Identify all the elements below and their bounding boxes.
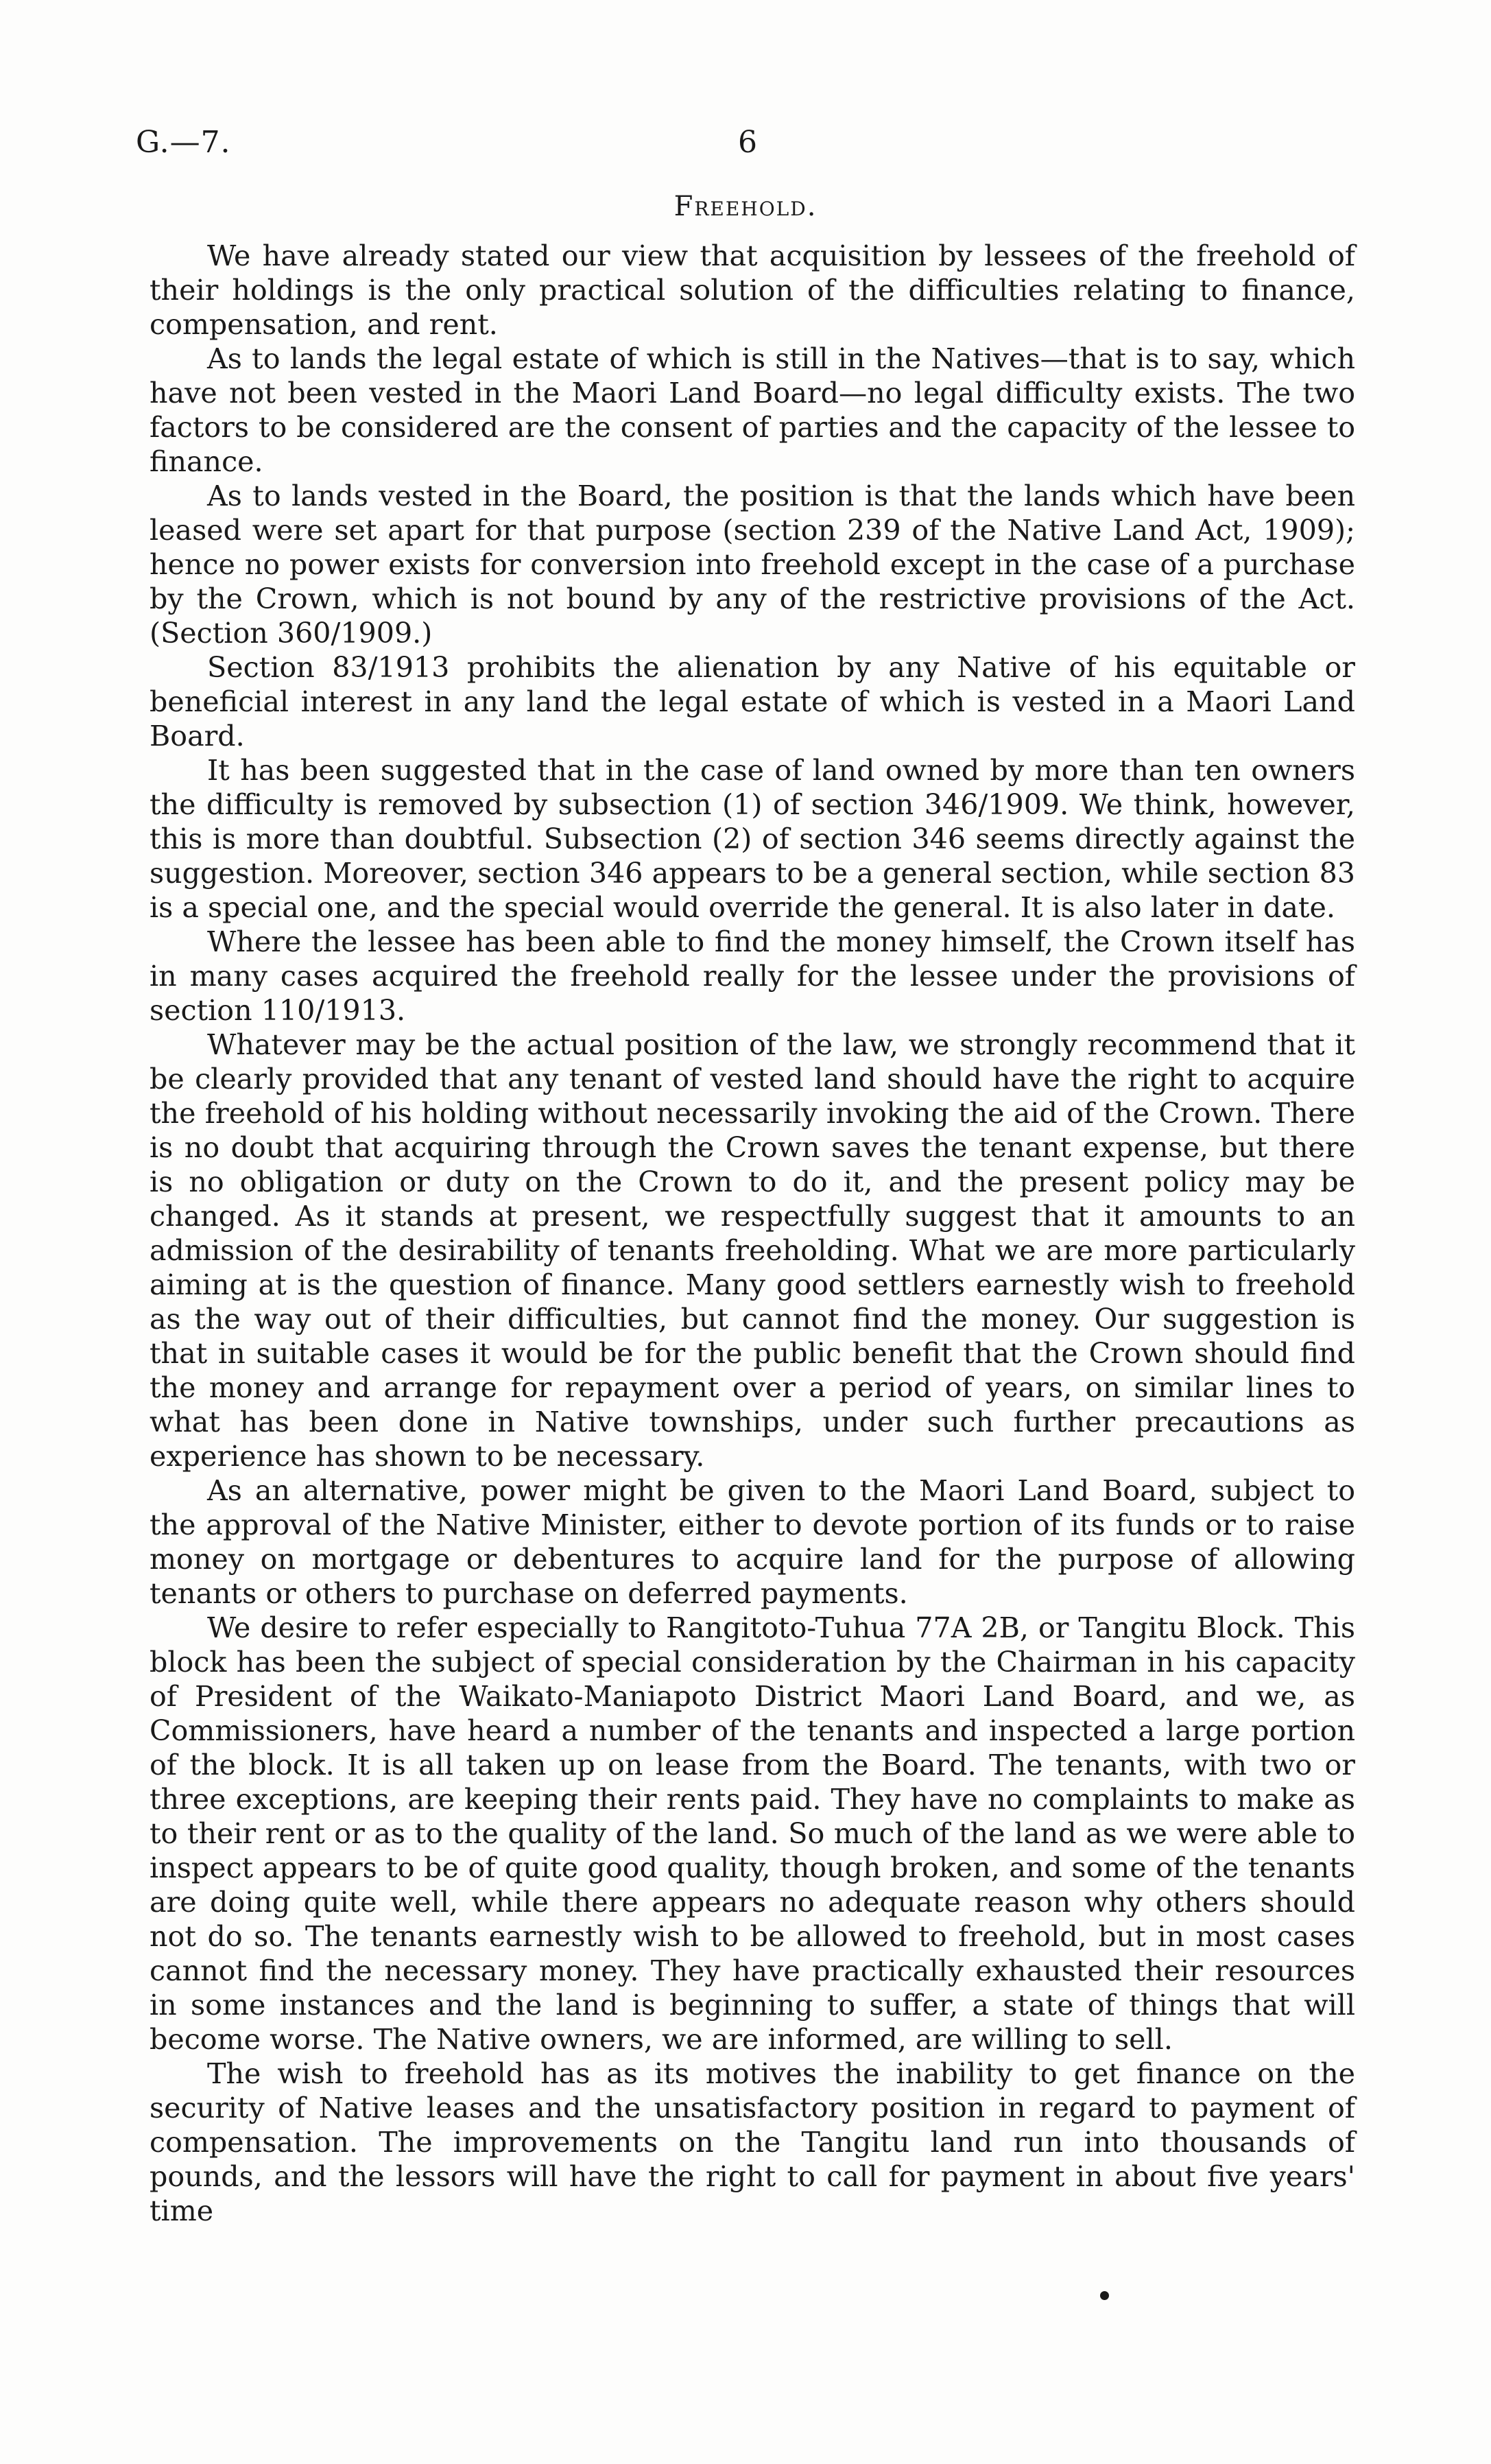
paragraph: We desire to refer especially to Rangitoto-Tuhua 77A 2B, or Tangitu Block. This block has been the subject of special consideration by the Chairman in his capacity of President of the Waikato-Maniapoto District Maori Land Board, and we, as Commissioners, have heard a number of the tenants and inspected a large portion of the block. It is all taken up on lease from the Board. The tenants, with two or three exceptions, are keeping their rents paid. They have no complaints to make as to their rent or as to the quality of the land. So much of the land as we were able to inspect appears to be of quite good quality, though broken, and some of the tenants are doing quite well, while there appears no adequate reason why others should not do so. The tenants earnestly wish to be allowed to freehold, but in most cases cannot find the necessary money. They have practically exhausted their resources in some instances and the land is beginning to suffer, a state of things that will become worse. The Native owners, we are informed, are willing to sell. (150, 1611, 1355, 2056)
paragraph: We have already stated our view that acquisition by lessees of the freehold of their holdings is the only practical solution of the difficulties relating to finance, compensation, and rent. (150, 239, 1355, 341)
paragraph: Section 83/1913 prohibits the alienation by any Native of his equitable or beneficial interest in any land the legal estate of which is vested in a Maori Land Board. (150, 651, 1355, 753)
paragraph: As to lands the legal estate of which is still in the Natives—that is to say, which have not been vested in the Maori Land Board—no legal difficulty exists. The two factors to be considered are the consent of parties and the capacity of the lessee to finance. (150, 342, 1355, 478)
body-text (150, 239, 1355, 2228)
page-number: 6 (738, 125, 757, 160)
paragraph: The wish to freehold has as its motives the inability to get finance on the security of Native leases and the unsatisfactory position in regard to payment of compensation. The improvements on the Tangitu land run into thousands of pounds, and the lessors will have the right to call for payment in about five years' time (150, 2057, 1355, 2227)
ink-dot-mark (1100, 2291, 1109, 2300)
paragraph: As an alternative, power might be given to the Maori Land Board, subject to the approval of the Native Minister, either to devote portion of its funds or to raise money on mortgage or debentures to acquire land for the purpose of allowing tenants or others to purchase on deferred payments. (150, 1474, 1355, 1610)
paragraph: Whatever may be the actual position of the law, we strongly recommend that it be clearly provided that any tenant of vested land should have the right to acquire the freehold of his holding without necessarily invoking the aid of the Crown. There is no doubt that acquiring through the Crown saves the tenant expense, but there is no obligation or duty on the Crown to do it, and the present policy may be changed. As it stands at present, we respectfully suggest that it amounts to an admission of the desirability of tenants freeholding. What we are more particularly aiming at is the question of finance. Many good settlers earnestly wish to freehold as the way out of their difficulties, but cannot find the money. Our suggestion is that in suitable cases it would be for the public benefit that the Crown should find the money and arrange for repayment over a period of years, on similar lines to what has been done in Native townships, under such further precautions as experience has shown to be necessary. (150, 1028, 1355, 1473)
document-reference: G.—7. (136, 125, 231, 160)
section-heading: Freehold. (673, 191, 818, 222)
paragraph: It has been suggested that in the case of land owned by more than ten owners the difficulty is removed by subsection (1) of section 346/1909. We think, however, this is more than doubtful. Subsection (2) of section 346 seems directly against the suggestion. Moreover, section 346 appears to be a general section, while section 83 is a special one, and the special would override the general. It is also later in date. (150, 754, 1355, 924)
paragraph: As to lands vested in the Board, the position is that the lands which have been leased were set apart for that purpose (section 239 of the Native Land Act, 1909); hence no power exists for conversion into freehold except in the case of a purchase by the Crown, which is not bound by any of the restrictive provisions of the Act. (Section 360/1909.) (150, 479, 1355, 650)
paragraph: Where the lessee has been able to find the money himself, the Crown itself has in many cases acquired the freehold really for the lessee under the provisions of section 110/1913. (150, 925, 1355, 1027)
